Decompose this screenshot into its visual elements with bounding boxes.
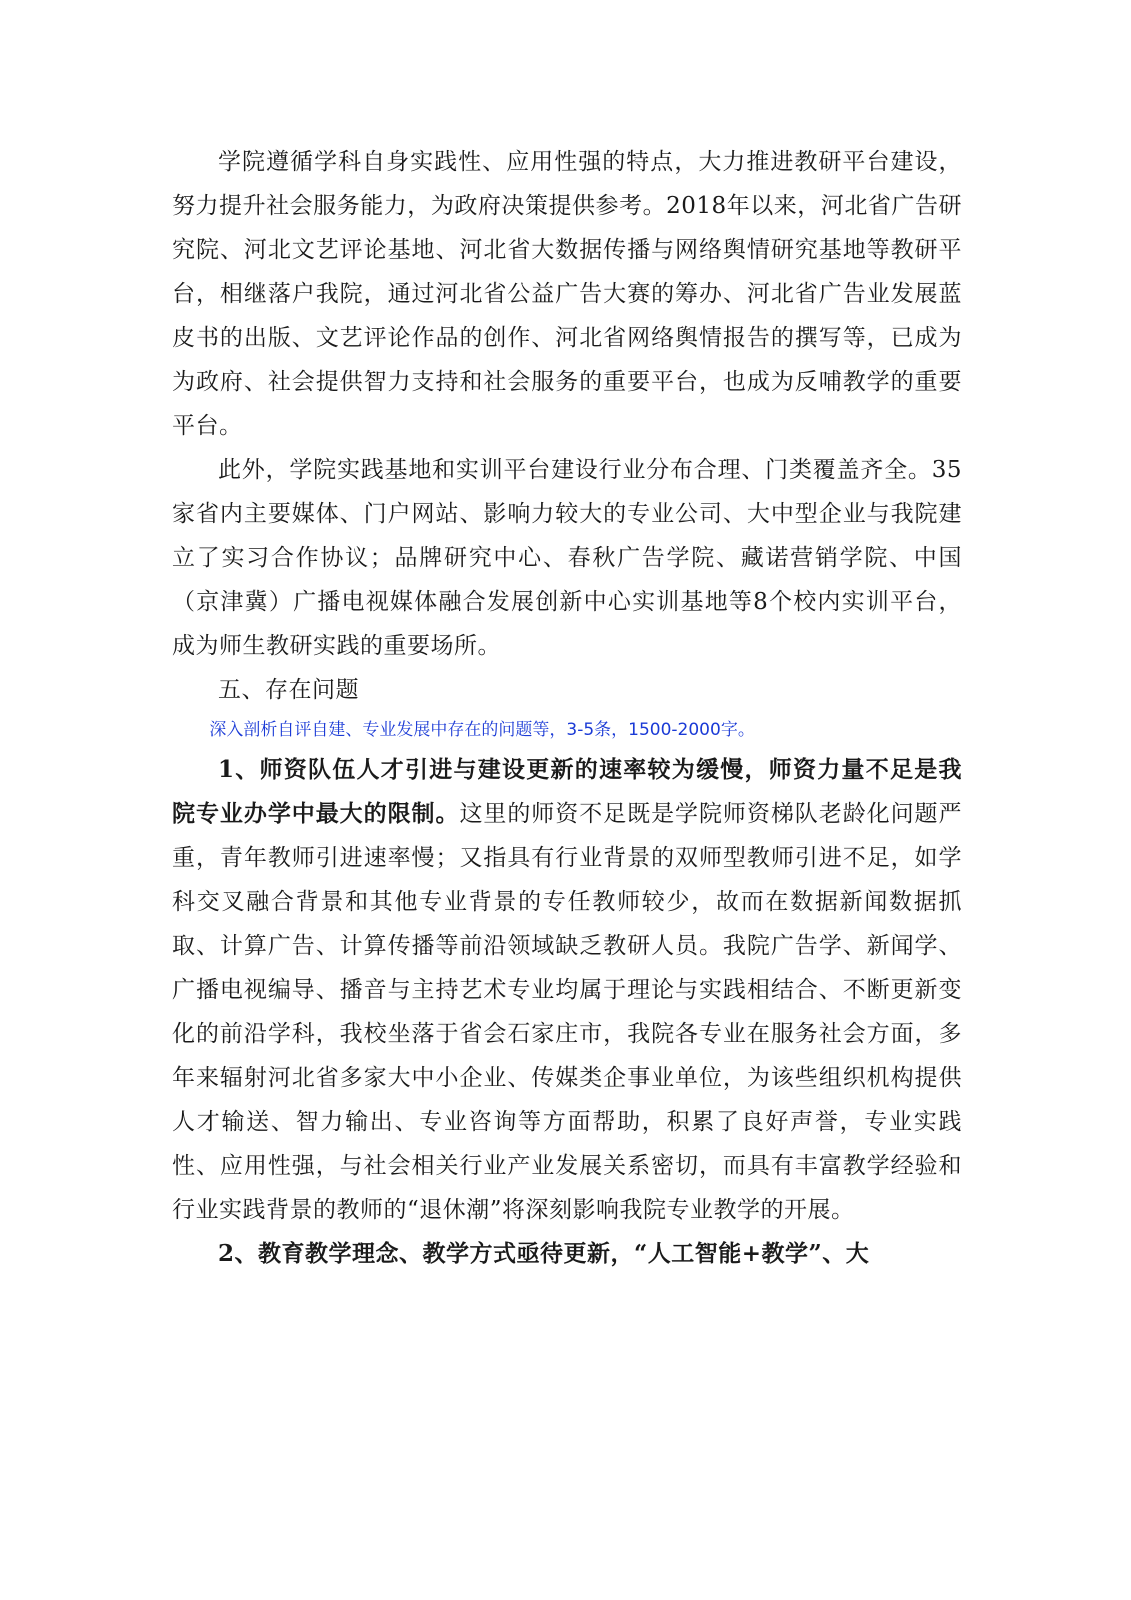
paragraph-practice-bases: 此外，学院实践基地和实训平台建设行业分布合理、门类覆盖齐全。35家省内主要媒体、门户网站、影响力较大的专业公司、大中型企业与我院建立了实习合作协议；品牌研究中心、春秋广告学院、藏诺营销学院、中国（京津冀）广播电视媒体融合发展创新中心实训基地等8个校内实训平台，成为师生教研实践的重要场所。: [172, 457, 962, 659]
issue-1-lead: 1、师资队伍人才引进与建设更新的速率较为缓慢，师资力量不足是我院专业办学中最大的限制。: [172, 756, 962, 827]
issue-1-body: 这里的师资不足既是学院师资梯队老龄化问题严重，青年教师引进速率慢；又指具有行业背景的双师型教师引进不足，如学科交叉融合背景和其他专业背景的专任教师较少，故而在数据新闻数据抓取、计算广告、计算传播等前沿领域缺乏教研人员。我院广告学、新闻学、广播电视编导、播音与主持艺术专业均属于理论与实践相结合、不断更新变化的前沿学科，我校坐落于省会石家庄市，我院各专业在服务社会方面，多年来辐射河北省多家大中小企业、传媒类企事业单位，为该些组织机构提供人才输送、智力输出、专业咨询等方面帮助，积累了良好声誉，专业实践性、应用性强，与社会相关行业产业发展关系密切，而具有丰富教学经验和行业实践背景的教师的“退休潮”将深刻影响我院专业教学的开展。: [172, 801, 962, 1223]
document-page: [172, 140, 962, 1276]
issue-1-paragraph: [172, 748, 962, 1232]
paragraph-teaching-research-platforms: 学院遵循学科自身实践性、应用性强的特点，大力推进教研平台建设，努力提升社会服务能力，为政府决策提供参考。2018年以来，河北省广告研究院、河北文艺评论基地、河北省大数据传播与网络舆情研究基地等教研平台，相继落户我院，通过河北省公益广告大赛的筹办、河北省广告业发展蓝皮书的出版、文艺评论作品的创作、河北省网络舆情报告的撰写等，已成为为政府、社会提供智力支持和社会服务的重要平台，也成为反哺教学的重要平台。: [172, 149, 962, 439]
section-heading-existing-problems: 五、存在问题: [218, 677, 359, 703]
issue-2-paragraph: [172, 1232, 962, 1276]
instruction-note: 深入剖析自评自建、专业发展中存在的问题等，3-5条，1500-2000字。: [209, 720, 755, 740]
issue-2-lead: 2、教育教学理念、教学方式亟待更新，“人工智能+教学”、大: [218, 1240, 870, 1267]
